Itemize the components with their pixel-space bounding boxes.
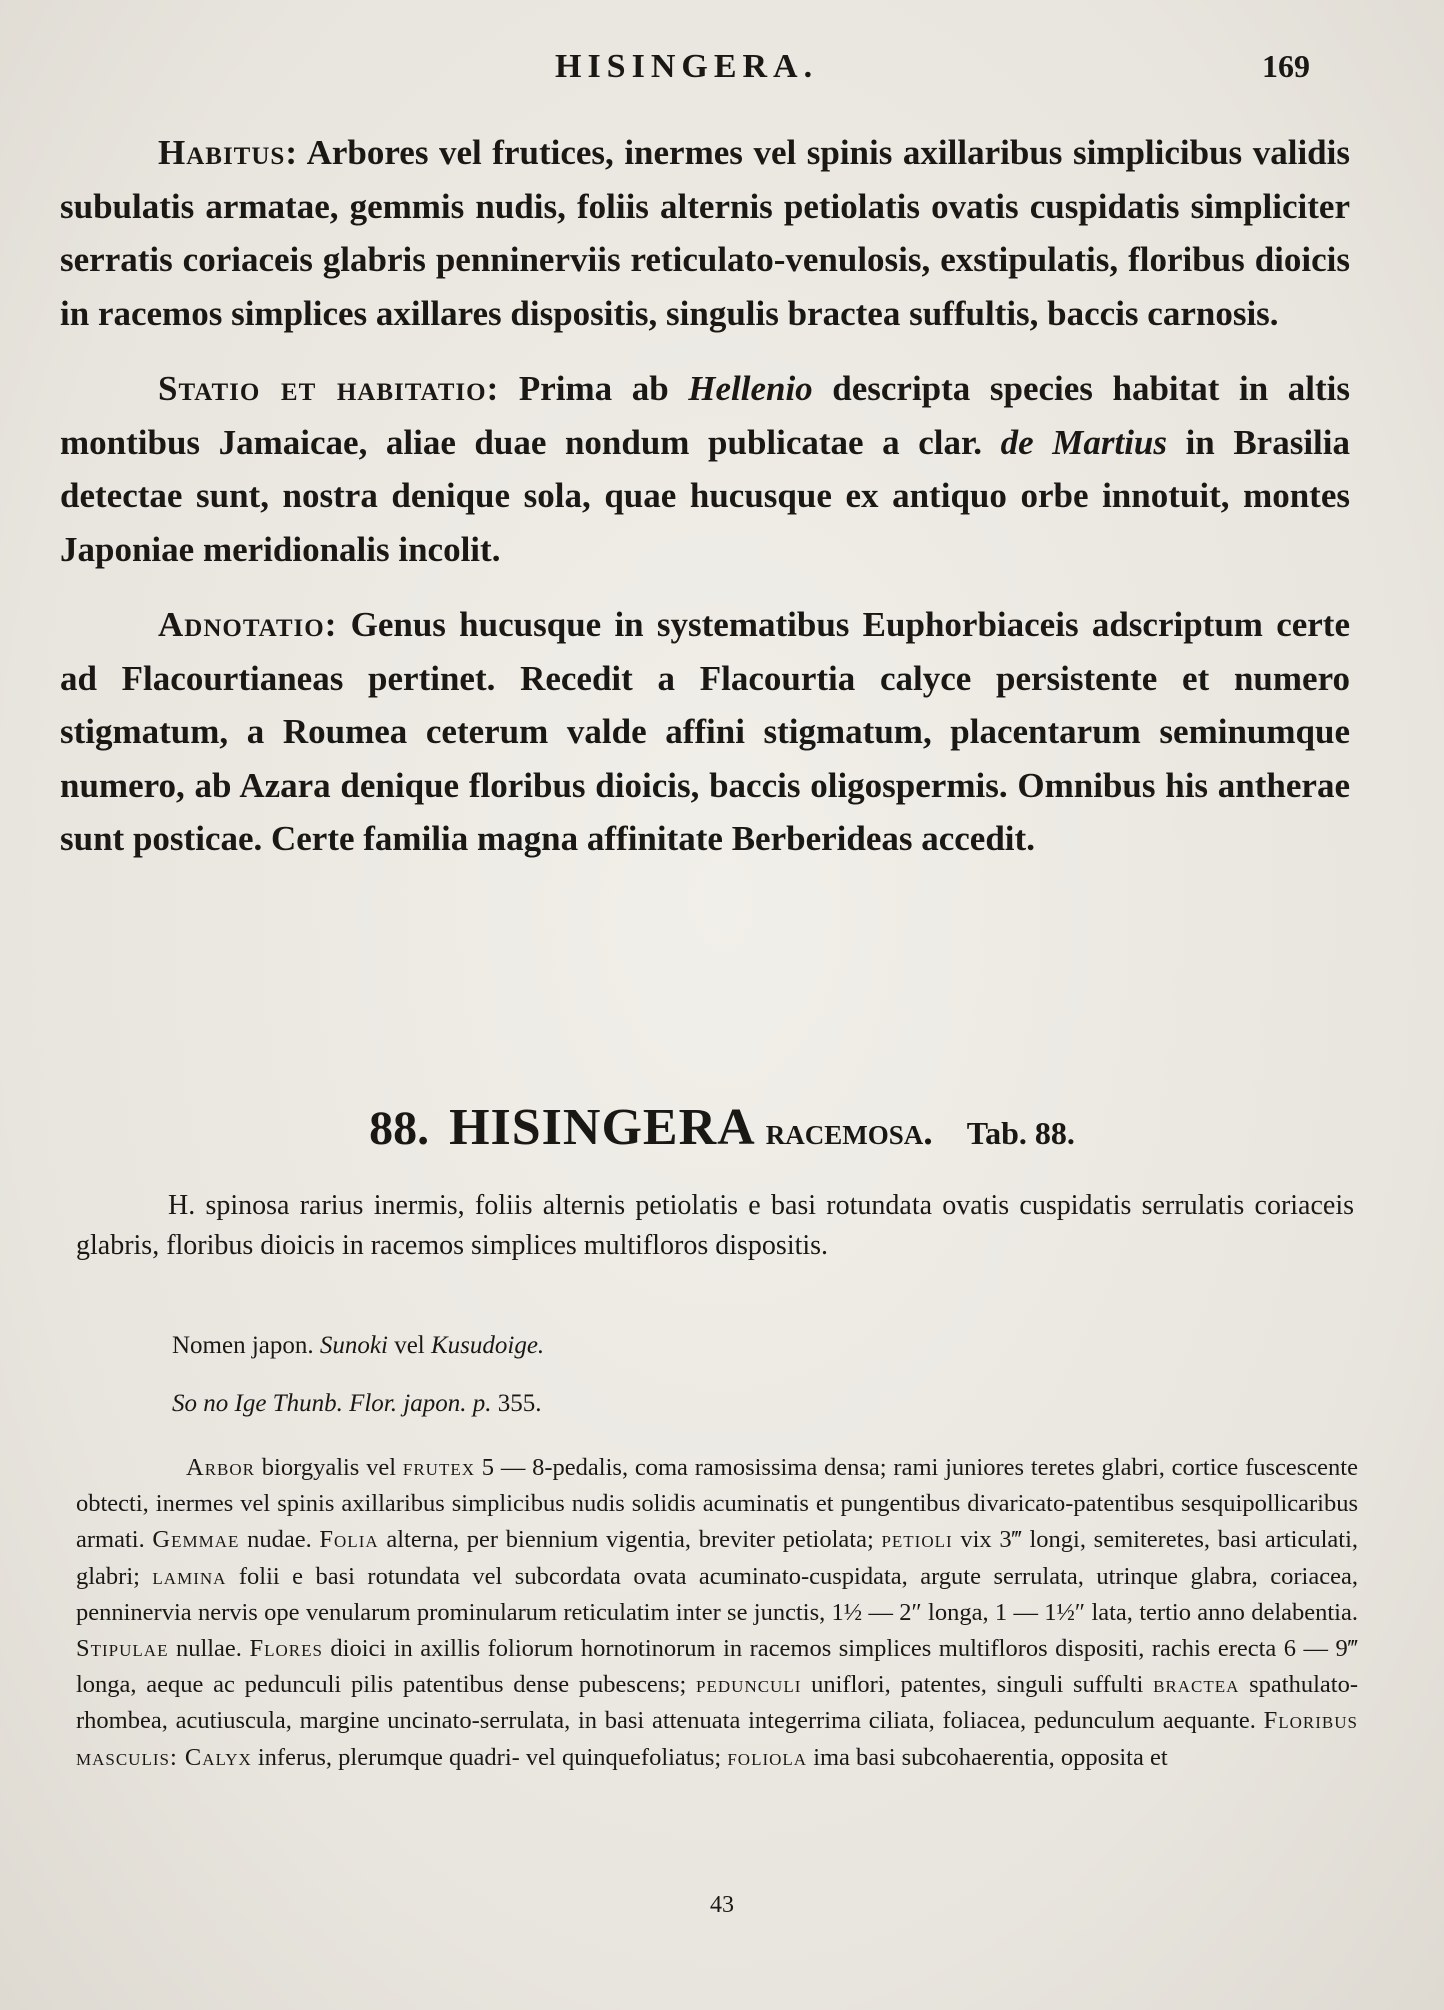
desc-text: vix 3‴ longi, semiteretes, basi articulati, glabri; bbox=[76, 1526, 1359, 1590]
species-heading bbox=[0, 1098, 1444, 1157]
statio-name-martius: de Martius bbox=[1000, 422, 1167, 462]
statio-text-c: in Brasilia detectae sunt, nostra denique sola, quae hucusque ex antiquo orbe innotuit, montes Japoniae meridionalis incolit. bbox=[60, 422, 1350, 569]
term-foliola: foliola bbox=[727, 1743, 808, 1771]
habitus-label: Habitus: bbox=[158, 133, 298, 172]
genus-notes bbox=[60, 126, 1350, 888]
statio-name-hellenio: Hellenio bbox=[688, 369, 813, 408]
term-bractea: bractea bbox=[1153, 1671, 1240, 1699]
description-paragraph bbox=[76, 1450, 1358, 1776]
statio-label: Statio et habitatio: bbox=[158, 369, 500, 408]
page-number: 169 bbox=[1262, 48, 1310, 84]
desc-text: nudae. bbox=[239, 1526, 320, 1554]
citation-page: 355. bbox=[491, 1390, 542, 1417]
plate-reference: Tab. 88. bbox=[966, 1115, 1075, 1151]
habitus-text: Arbores vel frutices, inermes vel spinis axillaribus simplicibus validis subulatis armatae, gemmis nudis, foliis alternis petiolatis ovatis cuspidatis simpliciter serratis coriaceis glabris penninerviis reticulato-venulosis, exstipulatis, floribus dioicis in racemos simplices axillares dispositis, singulis bractea suffultis, baccis carnosis. bbox=[60, 133, 1350, 333]
species-genus: HISINGERA bbox=[449, 1099, 756, 1156]
japanese-name-line bbox=[172, 1332, 1352, 1390]
signature-mark: 43 bbox=[710, 1892, 734, 1918]
term-pedunculi: pedunculi bbox=[696, 1671, 802, 1699]
adnotatio-label: Adnotatio: bbox=[158, 605, 338, 644]
statio-paragraph bbox=[60, 362, 1350, 576]
desc-text: folii e basi rotundata vel subcordata ovata acuminato-cuspidata, argute serrulata, utrinque glabra, coriacea, penninervia nervis ope venularum prominularum reticulatim inter se junctis, 1½ — 2″ longa, 1 — 1½″ lata, tertio anno delabentia. bbox=[76, 1562, 1358, 1626]
term-flores: Flores bbox=[249, 1635, 323, 1663]
term-frutex: frutex bbox=[402, 1454, 475, 1481]
diagnosis-text: H. spinosa rarius inermis, foliis alternis petiolatis e basi rotundata ovatis cuspidatis serrulatis coriaceis glabris, floribus dioicis in racemos simplices multifloros dispositis. bbox=[76, 1190, 1354, 1261]
desc-text: inferus, plerumque quadri- vel quinquefoliatus; bbox=[251, 1743, 728, 1771]
term-arbor: Arbor bbox=[186, 1454, 255, 1481]
adnotatio-text: Genus hucusque in systematibus Euphorbiaceis adscriptum certe ad Flacourtianeas pertinet. Recedit a Flacourtia calyce persistente et numero stigmatum, a Roumea ceterum valde affini stigmatum, placentarum seminumque numero, ab Azara denique floribus dioicis, baccis oligospermis. Omnibus his antherae sunt posticae. Certe familia magna affinitate Berberideas accedit. bbox=[60, 605, 1350, 858]
desc-text: 5 — 8-pedalis, coma ramosissima densa; rami juniores teretes glabri, cortice fuscescente obtecti, inermes vel spinis axillaribus simplicibus nudis solidis acuminatis et pungentibus divaricato-patentibus sesquipollicaribus armati. bbox=[76, 1454, 1358, 1554]
adnotatio-paragraph bbox=[60, 598, 1350, 866]
running-title: HISINGERA. bbox=[555, 48, 819, 85]
desc-text: nullae. bbox=[168, 1635, 250, 1663]
desc-text: dioici in axillis foliorum hornotinorum in racemos simplices multifloros dispositi, rachis erecta 6 — 9‴ longa, aeque ac pedunculi pilis patentibus dense pubescens; bbox=[76, 1635, 1358, 1699]
running-header bbox=[0, 48, 1444, 108]
japanese-name-2: Kusudoige. bbox=[430, 1332, 545, 1359]
species-diagnosis bbox=[76, 1186, 1354, 1266]
species-description bbox=[76, 1450, 1358, 1776]
citation-text: So no Ige Thunb. Flor. japon. p. bbox=[172, 1390, 492, 1417]
nomen-prefix: Nomen japon. bbox=[172, 1332, 320, 1359]
species-number: 88. bbox=[369, 1102, 430, 1155]
term-gemmae: Gemmae bbox=[152, 1526, 240, 1554]
desc-text: uniflori, patentes, singuli suffulti bbox=[801, 1671, 1154, 1699]
term-lamina: lamina bbox=[152, 1562, 227, 1590]
statio-text-a: Prima ab bbox=[499, 369, 689, 408]
habitus-paragraph bbox=[60, 126, 1350, 340]
term-floribus-masculis-calyx: Floribus masculis: Calyx bbox=[76, 1707, 1358, 1771]
desc-text: ima basi subcohaerentia, opposita et bbox=[807, 1743, 1168, 1771]
japanese-name-1: Sunoki bbox=[319, 1332, 388, 1359]
species-epithet: racemosa. bbox=[765, 1111, 933, 1153]
desc-text: alterna, per biennium vigentia, breviter petiolata; bbox=[378, 1526, 882, 1554]
nomen-vel: vel bbox=[387, 1332, 431, 1359]
term-petioli: petioli bbox=[881, 1526, 953, 1554]
desc-text: spathulato-rhombea, acutiuscula, margine uncinato-serrulata, in basi attenuata integerrima ciliata, foliacea, pedunculum aequante. bbox=[76, 1671, 1358, 1735]
statio-text-b: descripta species habitat in altis montibus Jamaicae, aliae duae nondum publicatae a clar. bbox=[60, 369, 1351, 462]
desc-text: biorgyalis vel bbox=[255, 1454, 403, 1481]
citation-line bbox=[172, 1390, 1352, 1448]
term-folia: Folia bbox=[319, 1526, 379, 1554]
synonymy bbox=[172, 1332, 1352, 1448]
term-stipulae: Stipulae bbox=[76, 1635, 169, 1663]
